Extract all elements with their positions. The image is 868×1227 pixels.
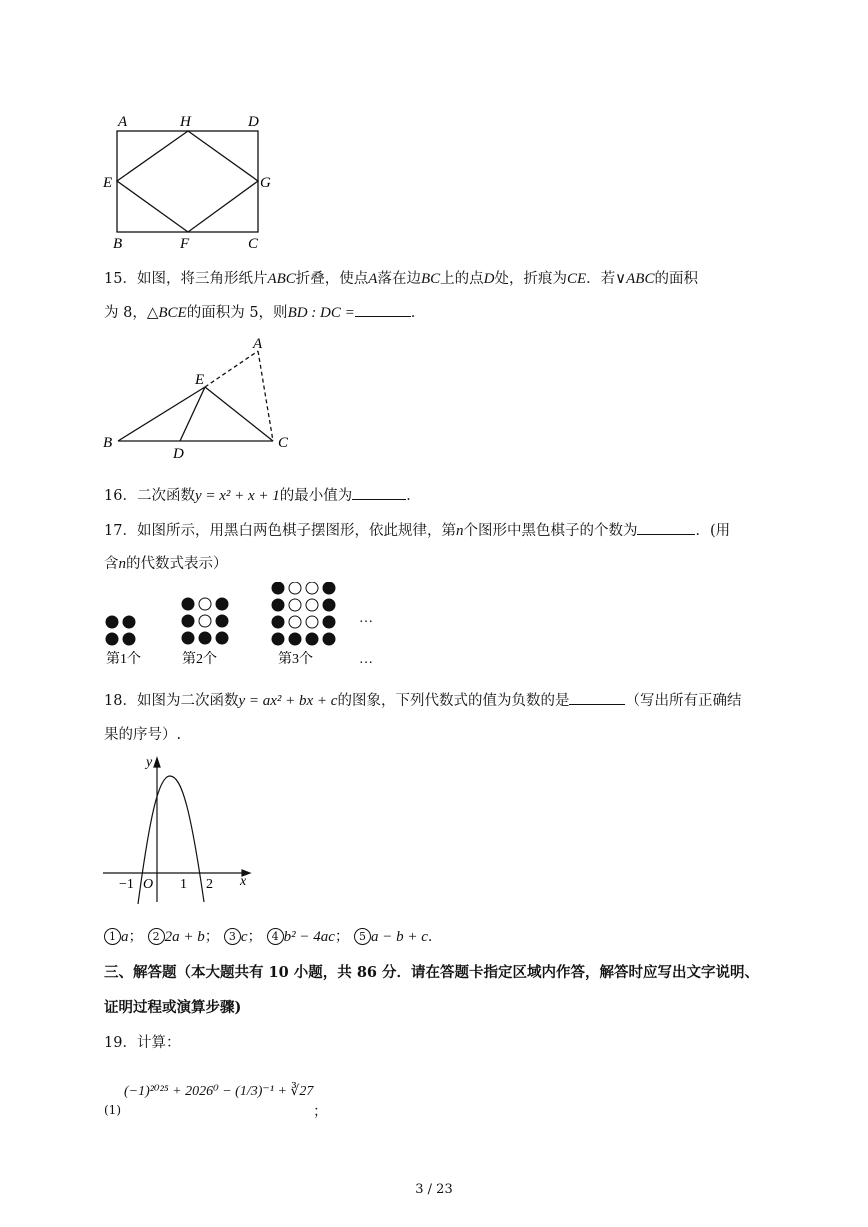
segment-ac-dashed (258, 351, 273, 441)
option-4: 4 b² − 4ac； (267, 929, 350, 945)
rectangle-abcd (117, 131, 258, 232)
answer-blank-15[interactable] (355, 302, 411, 317)
figure-chess-pattern (100, 582, 390, 672)
question-15-line1: 15．如图，将三角形纸片ABC折叠，使点A落在边BC上的点D处，折痕为CE．若∨ABC的面积 (104, 271, 698, 287)
question-19-part-1-label: (1) (104, 1103, 121, 1117)
piece-grid (106, 582, 335, 645)
question-15-line2: 为 8，△BCE的面积为 5，则BD : DC = ． (104, 302, 425, 323)
figure-rectangle-rhombus (96, 110, 286, 255)
white-piece (289, 616, 301, 628)
label-A: A (118, 114, 128, 130)
tick-1: 1 (180, 877, 187, 892)
figure-parabola-graph (100, 752, 260, 912)
answer-blank-16[interactable] (352, 485, 406, 500)
label-A: A (253, 336, 263, 352)
black-piece (272, 599, 284, 611)
black-piece (106, 633, 118, 645)
question-17-line1: 17．如图所示，用黑白两色棋子摆图形，依此规律，第n个图形中黑色棋子的个数为 ．(用 (104, 520, 730, 541)
label-D: D (173, 446, 184, 462)
black-piece (123, 633, 135, 645)
tick-minus-1: −1 (119, 877, 134, 892)
black-piece (216, 615, 228, 627)
black-piece (323, 582, 335, 594)
label-G: G (260, 175, 271, 191)
option-2: 2 2a + b； (148, 929, 220, 945)
origin-label: O (143, 877, 154, 892)
black-piece (182, 632, 194, 644)
black-piece (272, 633, 284, 645)
question-18-line1: 18．如图为二次函数y = ax² + bx + c的图象，下列代数式的值为负数的是 （写出所有正确结 (104, 690, 741, 711)
y-axis-label: y (146, 755, 153, 770)
question-19: 19．计算： (104, 1035, 181, 1051)
question-19-part-1-end: ； (313, 1104, 328, 1120)
black-piece (272, 582, 284, 594)
black-piece (182, 615, 194, 627)
figure-folded-triangle (98, 334, 303, 462)
answer-blank-17[interactable] (637, 520, 695, 535)
black-piece (106, 616, 118, 628)
option-5: 5 a − b + c． (354, 929, 442, 945)
question-18-line2: 果的序号）. (104, 727, 182, 743)
black-piece (216, 598, 228, 610)
section-3-heading-line1: 三、解答题（本大题共有 10 小题，共 86 分．请在答题卡指定区域内作答，解答时应写出文字说明、 (104, 964, 760, 981)
ellipsis-bottom: … (359, 652, 373, 667)
white-piece (289, 599, 301, 611)
label-E: E (103, 175, 113, 191)
label-C: C (278, 435, 289, 451)
label-H: H (180, 114, 191, 130)
label-E: E (195, 372, 205, 388)
white-piece (199, 598, 211, 610)
option-3: 3 c； (224, 929, 262, 945)
question-19-part-1-expression: (−1)²⁰²⁵ + 2026⁰ − (1/3)⁻¹ + ∛27 (124, 1084, 314, 1099)
black-piece (306, 633, 318, 645)
pattern-label-1: 第1个 (106, 652, 141, 667)
white-piece (306, 616, 318, 628)
black-piece (182, 598, 194, 610)
black-piece (123, 616, 135, 628)
pattern-label-2: 第2个 (182, 652, 217, 667)
white-piece (289, 582, 301, 594)
x-axis-label: x (240, 874, 247, 889)
y-axis-arrow (154, 758, 160, 767)
question-18-options (104, 927, 442, 947)
black-piece (323, 616, 335, 628)
black-piece (323, 599, 335, 611)
label-B: B (113, 236, 123, 252)
black-piece (289, 633, 301, 645)
black-piece (323, 633, 335, 645)
label-F: F (180, 236, 190, 252)
segment-ea-dashed (205, 351, 258, 387)
white-piece (199, 615, 211, 627)
white-piece (306, 599, 318, 611)
question-16: 16．二次函数y = x² + x + 1的最小值为 ． (104, 485, 421, 506)
answer-blank-18[interactable] (569, 690, 625, 705)
option-1: 1 a； (104, 929, 143, 945)
pattern-label-3: 第3个 (278, 652, 313, 667)
black-piece (199, 632, 211, 644)
segment-ec (205, 387, 273, 441)
section-3-heading-line2: 证明过程或演算步骤) (104, 999, 242, 1016)
label-B: B (103, 435, 113, 451)
label-C: C (248, 236, 259, 252)
black-piece (272, 616, 284, 628)
tick-2: 2 (206, 877, 213, 892)
label-D: D (248, 114, 259, 130)
ellipsis-top: … (359, 611, 373, 626)
white-piece (306, 582, 318, 594)
black-piece (216, 632, 228, 644)
page-number: 3 / 23 (415, 1182, 453, 1197)
question-17-line2: 含n的代数式表示） (104, 556, 228, 572)
